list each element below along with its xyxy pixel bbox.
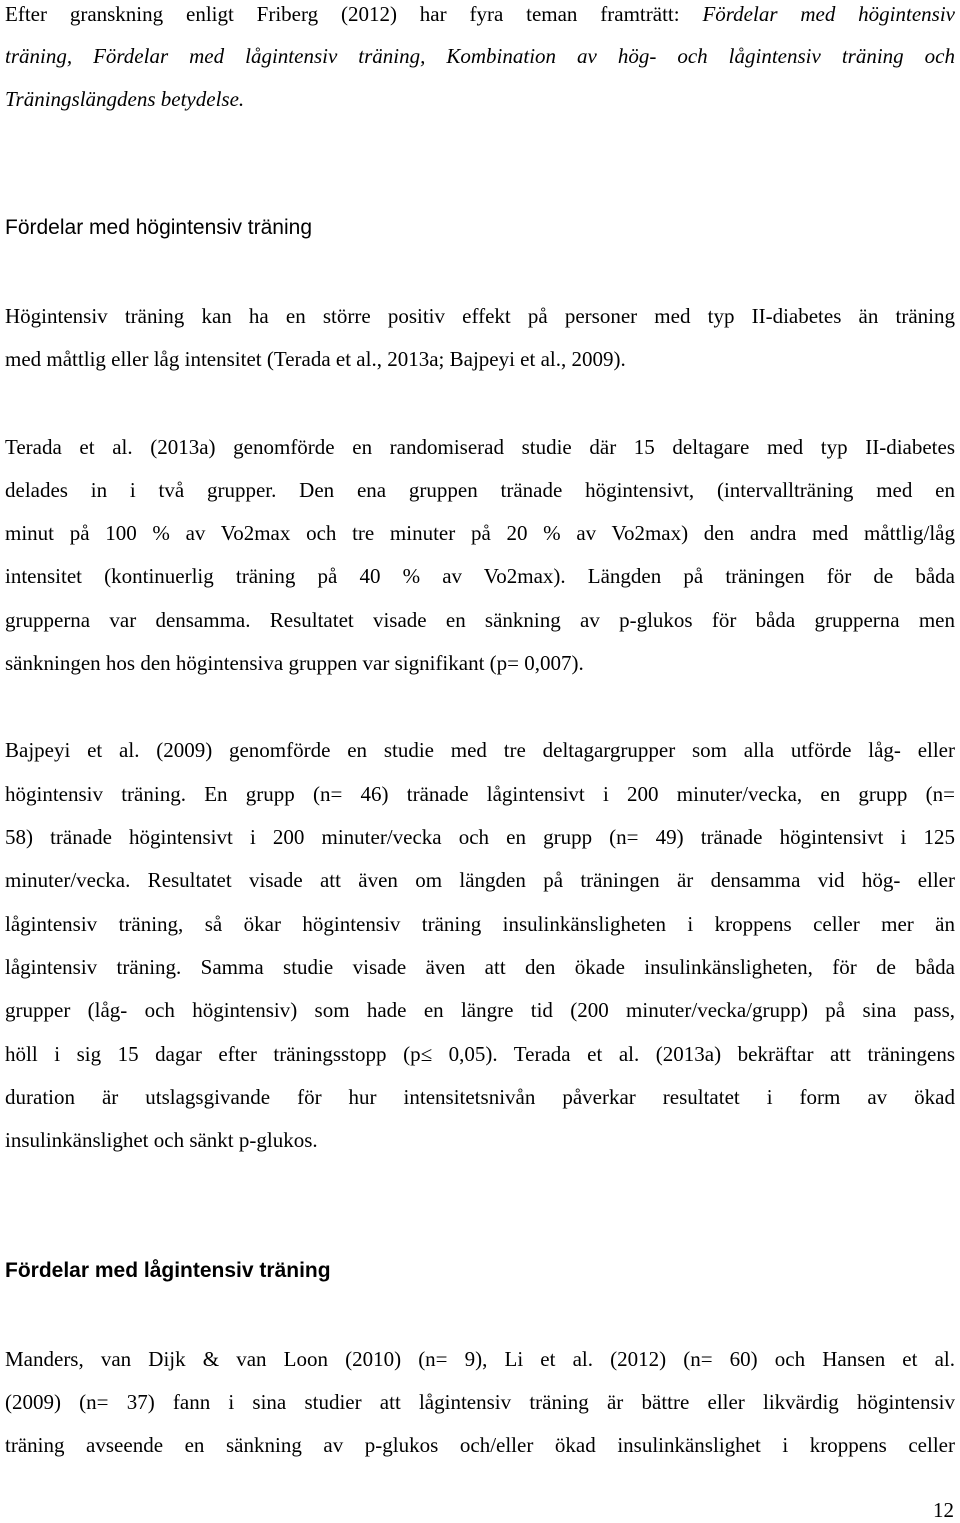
s1-p2-line-3: minut på 100 % av Vo2max och tre minuter på 20 % av Vo2max) den andra med måttlig/låg (5, 521, 955, 545)
s1-p3-line-6: lågintensiv träning. Samma studie visade även att den ökade insulinkänsligheten, för de båda (5, 955, 955, 979)
s1-p3-line-5: lågintensiv träning, så ökar högintensiv träning insulinkänsligheten i kroppens celler mer än (5, 912, 955, 936)
intro-line-1 (5, 1, 955, 27)
intro-line-2 (5, 43, 955, 69)
intro-line-3-text: Träningslängdens betydelse. (5, 87, 245, 111)
section-heading-low-intensity: Fördelar med lågintensiv träning (5, 1259, 331, 1282)
s1-p3-line-8: höll i sig 15 dagar efter träningsstopp (p≤ 0,05). Terada et al. (2013a) bekräftar att träningens (5, 1042, 955, 1066)
s1-p2-line-1: Terada et al. (2013a) genomförde en randomiserad studie där 15 deltagare med typ II-diabetes (5, 435, 955, 459)
s1-p3-line-2: högintensiv träning. En grupp (n= 46) tränade lågintensivt i 200 minuter/vecka, en grupp (n= (5, 782, 955, 806)
s2-p1-line-1: Manders, van Dijk & van Loon (2010) (n= 9), Li et al. (2012) (n= 60) och Hansen et al. (5, 1347, 955, 1371)
s1-p1-line-2: med måttlig eller låg intensitet (Terada et al., 2013a; Bajpeyi et al., 2009). (5, 347, 626, 371)
intro-line-3 (5, 86, 955, 112)
s1-p2-line-2: delades in i två grupper. Den ena gruppen tränade högintensivt, (intervallträning med en (5, 478, 955, 502)
s2-p1-line-2: (2009) (n= 37) fann i sina studier att lågintensiv träning är bättre eller likvärdig högintensiv (5, 1390, 955, 1414)
s1-p3-line-3: 58) tränade högintensivt i 200 minuter/vecka och en grupp (n= 49) tränade högintensivt i 125 (5, 825, 955, 849)
s1-p3-line-1: Bajpeyi et al. (2009) genomförde en studie med tre deltagargrupper som alla utförde låg- eller (5, 738, 955, 762)
intro-line-1-text: Efter granskning enligt Friberg (2012) har fyra teman framträtt: (5, 2, 703, 26)
s1-p3-line-4: minuter/vecka. Resultatet visade att även om längden på träningen är densamma vid hög- eller (5, 868, 955, 892)
s1-p2-line-5: grupperna var densamma. Resultatet visade en sänkning av p-glukos för båda grupperna men (5, 608, 955, 632)
s1-p1-line-1: Högintensiv träning kan ha en större positiv effekt på personer med typ II-diabetes än träning (5, 304, 955, 328)
s1-p2-line-4: intensitet (kontinuerlig träning på 40 % av Vo2max). Längden på träningen för de båda (5, 564, 955, 588)
s1-p3-line-7: grupper (låg- och högintensiv) som hade en längre tid (200 minuter/vecka/grupp) på sina pass, (5, 998, 955, 1022)
s1-p3-line-9: duration är utslagsgivande för hur intensitetsnivån påverkar resultatet i form av ökad (5, 1085, 955, 1109)
s1-p2-line-6: sänkningen hos den högintensiva gruppen var signifikant (p= 0,007). (5, 651, 584, 675)
intro-line-1-italic: Fördelar med högintensiv (702, 2, 955, 26)
s1-p3-line-10: insulinkänslighet och sänkt p-glukos. (5, 1128, 318, 1152)
section-heading-high-intensity: Fördelar med högintensiv träning (5, 216, 313, 239)
intro-line-2-text: träning, Fördelar med lågintensiv träning, Kombination av hög- och lågintensiv träning och (5, 44, 955, 68)
page-number: 12 (933, 1498, 954, 1522)
s2-p1-line-3: träning avseende en sänkning av p-glukos och/eller ökad insulinkänslighet i kroppens celler (5, 1433, 955, 1457)
